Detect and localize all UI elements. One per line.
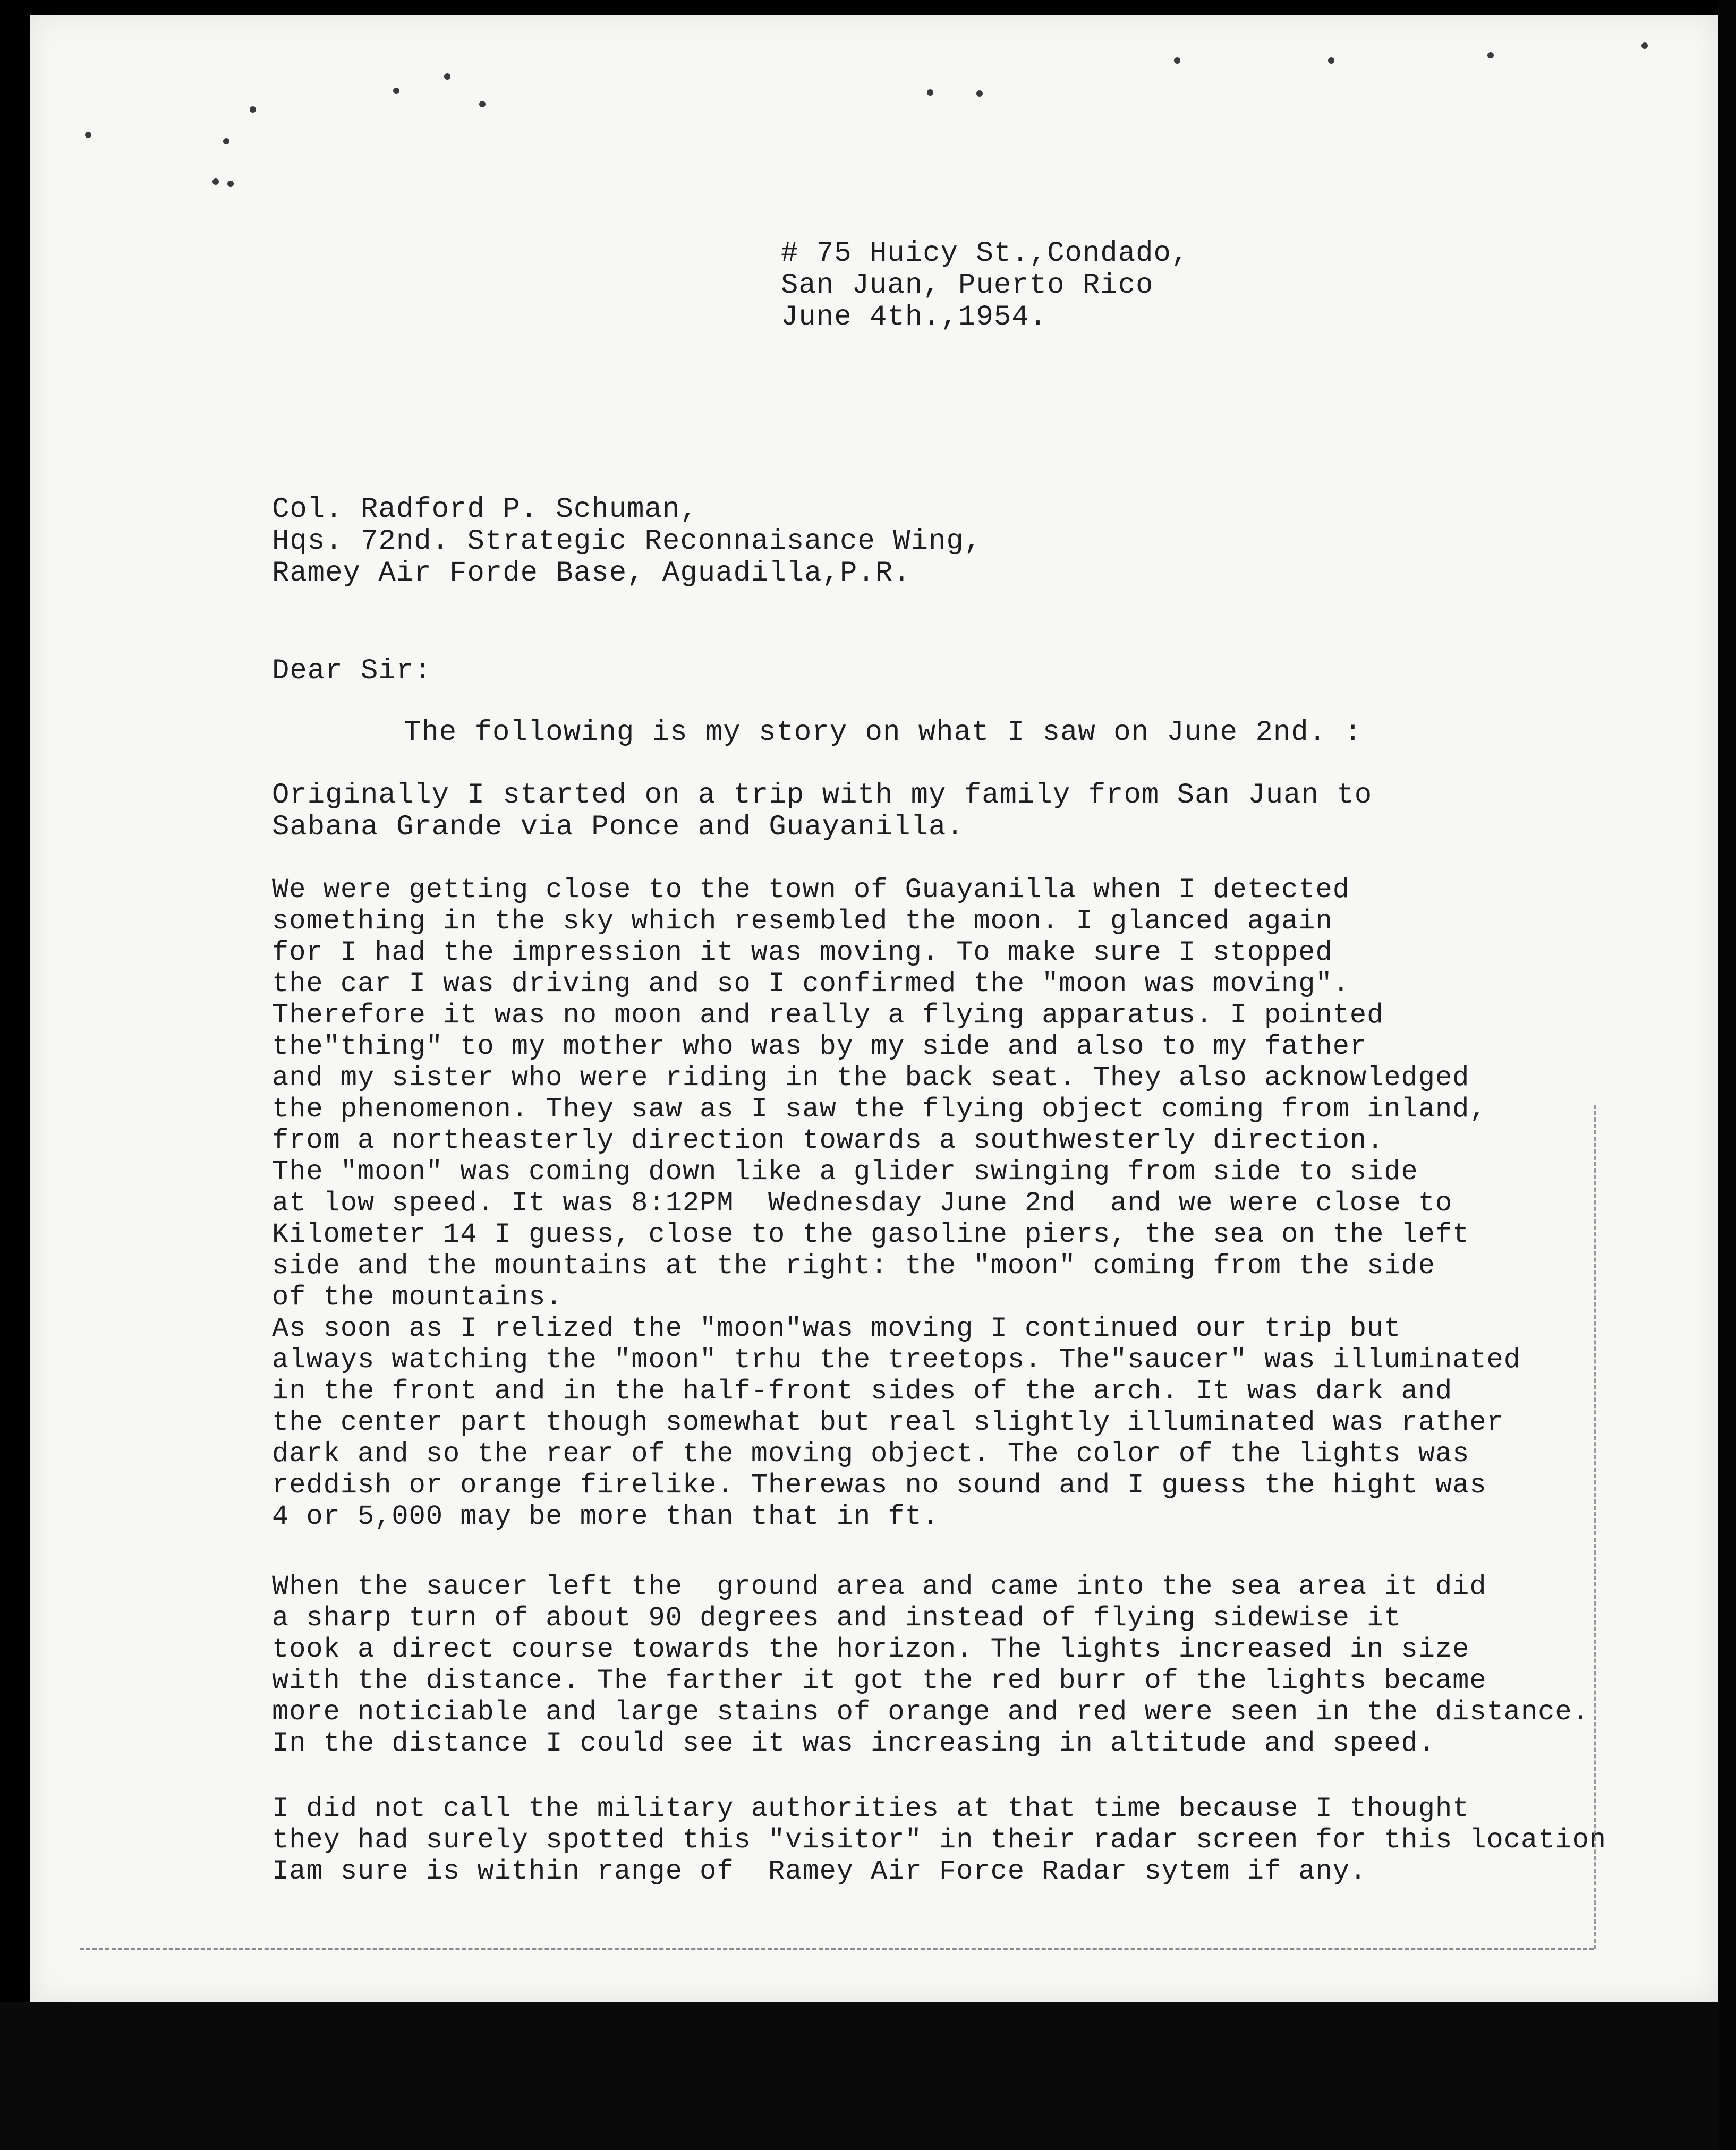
speck-mark [223,138,229,144]
scan-right-margin [1718,0,1736,2150]
body-line: the"thing" to my mother who was by my side and also to my father [272,1031,1367,1062]
speck-mark [227,181,234,187]
speck-mark [1487,52,1494,58]
body-line: the car I was driving and so I confirmed the "moon was moving". [272,968,1350,1000]
body-line: took a direct course towards the horizon. The lights increased in size [272,1634,1470,1665]
return-address-line: # 75 Huicy St.,Condado, [781,237,1189,270]
speck-mark [927,89,933,96]
body-line: for I had the impression it was moving. To make sure I stopped [272,937,1333,968]
body-line: and my sister who were riding in the back seat. They also acknowledged [272,1062,1470,1094]
body-line: When the saucer left the ground area and came into the sea area it did [272,1571,1487,1602]
return-address-line: San Juan, Puerto Rico [781,269,1154,302]
body-line: In the distance I could see it was increasing in altitude and speed. [272,1728,1435,1759]
speck-mark [479,101,486,107]
dashed-fold-line [80,1948,1594,1950]
body-line: the center part though somewhat but real slightly illuminated was rather [272,1407,1504,1438]
body-line: the phenomenon. They saw as I saw the flying object coming from inland, [272,1094,1487,1125]
speck-mark [976,90,983,97]
body-line: from a northeasterly direction towards a southwesterly direction. [272,1125,1384,1156]
body-line: Kilometer 14 I guess, close to the gasoline piers, the sea on the left [272,1219,1470,1250]
body-line: side and the mountains at the right: the "moon" coming from the side [272,1250,1435,1282]
body-line: with the distance. The farther it got the red burr of the lights became [272,1665,1487,1696]
recipient-line: Ramey Air Forde Base, Aguadilla,P.R. [272,557,911,590]
salutation: Dear Sir: [272,655,432,687]
return-address-line: June 4th.,1954. [781,301,1048,334]
body-line: Originally I started on a trip with my family from San Juan to [272,779,1373,812]
dashed-margin-line [1594,1105,1596,1949]
body-line: I did not call the military authorities at that time because I thought [272,1793,1470,1824]
body-line: Iam sure is within range of Ramey Air Force Radar sytem if any. [272,1856,1367,1887]
body-line: Sabana Grande via Ponce and Guayanilla. [272,811,964,843]
speck-mark [1328,57,1334,64]
body-line: As soon as I relized the "moon"was moving I continued our trip but [272,1313,1401,1344]
recipient-line: Col. Radford P. Schuman, [272,493,698,526]
body-line: more noticiable and large stains of orange and red were seen in the distance. [272,1696,1589,1728]
body-line: dark and so the rear of the moving object. The color of the lights was [272,1438,1470,1470]
speck-mark [250,106,256,113]
speck-mark [212,178,219,185]
speck-mark [444,73,450,80]
body-line: The "moon" was coming down like a glider swinging from side to side [272,1156,1418,1188]
body-line: they had surely spotted this "visitor" in their radar screen for this location [272,1824,1606,1856]
body-line: at low speed. It was 8:12PM Wednesday June 2nd and we were close to [272,1188,1453,1219]
body-line: a sharp turn of about 90 degrees and instead of flying sidewise it [272,1602,1401,1634]
body-line: Therefore it was no moon and really a flying apparatus. I pointed [272,1000,1384,1031]
body-line: something in the sky which resembled the moon. I glanced again [272,906,1333,937]
body-line: in the front and in the half-front sides of the arch. It was dark and [272,1376,1453,1407]
intro-line: The following is my story on what I saw on June 2nd. : [404,716,1362,749]
body-line: of the mountains. [272,1282,563,1313]
body-line: We were getting close to the town of Guayanilla when I detected [272,874,1350,906]
speck-mark [1641,42,1648,49]
body-line: reddish or orange firelike. Therewas no sound and I guess the hight was [272,1470,1487,1501]
speck-mark [393,88,399,94]
body-line: 4 or 5,000 may be more than that in ft. [272,1501,939,1532]
speck-mark [1174,57,1180,64]
body-line: always watching the "moon" trhu the treetops. The"saucer" was illuminated [272,1344,1521,1376]
film-edge [0,2002,1736,2150]
recipient-line: Hqs. 72nd. Strategic Reconnaisance Wing, [272,525,982,558]
speck-mark [85,132,91,138]
